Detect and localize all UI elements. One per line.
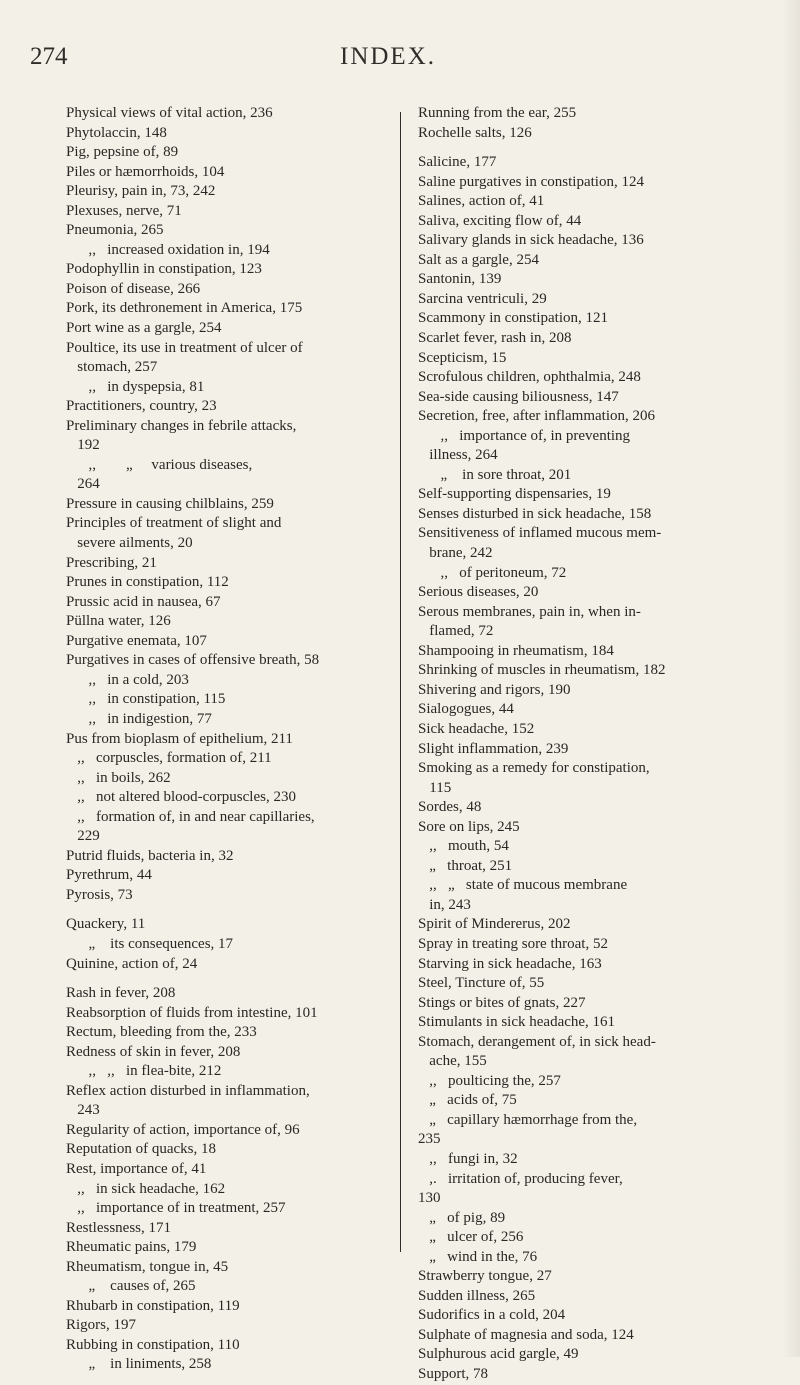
right-index-entry: Serous membranes, pain in, when in- xyxy=(418,603,641,620)
left-index-entry: stomach, 257 xyxy=(66,359,158,376)
left-index-entry: ,, increased oxidation in, 194 xyxy=(66,241,270,258)
right-index-entry: „ of pig, 89 xyxy=(418,1209,506,1226)
right-index-entry: Stings or bites of gnats, 227 xyxy=(418,994,586,1011)
left-index-entry: „ in liniments, 258 xyxy=(66,1356,212,1373)
right-index-entry: ,. irritation of, producing fever, xyxy=(418,1170,623,1187)
left-index-entry: Practitioners, country, 23 xyxy=(66,398,217,415)
right-index-entry: „ ulcer of, 256 xyxy=(418,1229,524,1246)
right-index-entry: Sordes, 48 xyxy=(418,799,482,816)
right-index-entry: „ in sore throat, 201 xyxy=(418,466,572,483)
right-index-entry: Sea-side causing biliousness, 147 xyxy=(418,388,619,405)
left-index-entry: ,, in a cold, 203 xyxy=(66,671,189,688)
left-index-entry: ,, in sick headache, 162 xyxy=(66,1180,226,1197)
right-index-entry: illness, 264 xyxy=(418,447,498,464)
right-index-entry: Shampooing in rheumatism, 184 xyxy=(418,642,614,659)
left-index-entry: Quackery, 11 xyxy=(66,916,146,933)
right-index-entry: Sensitiveness of inflamed mucous mem- xyxy=(418,525,662,542)
right-index-entry: Salicine, 177 xyxy=(418,154,497,171)
left-index-entry: 264 xyxy=(66,476,100,493)
left-index-entry: Püllna water, 126 xyxy=(66,613,171,630)
right-index-entry: Sick headache, 152 xyxy=(418,720,535,737)
left-index-entry: ,, formation of, in and near capillaries, xyxy=(66,808,315,825)
right-index-entry: Scrofulous children, ophthalmia, 248 xyxy=(418,369,641,386)
left-index-entry: Podophyllin in constipation, 123 xyxy=(66,261,262,278)
right-index-entry: Sulphurous acid gargle, 49 xyxy=(418,1346,579,1363)
right-index-entry: 235 xyxy=(418,1131,441,1148)
left-index-entry: Redness of skin in fever, 208 xyxy=(66,1043,241,1060)
right-index-entry: Support, 78 xyxy=(418,1366,489,1382)
running-head: INDEX. xyxy=(340,43,437,70)
left-index-entry: Reputation of quacks, 18 xyxy=(66,1141,216,1158)
left-index-entry: Pneumonia, 265 xyxy=(66,222,164,239)
left-index-entry: 243 xyxy=(66,1102,100,1119)
right-index-entry: Sudorifics in a cold, 204 xyxy=(418,1307,566,1324)
left-index-entry: Pleurisy, pain in, 73, 242 xyxy=(66,183,216,200)
left-index-entry: Pyrosis, 73 xyxy=(66,886,133,903)
left-index-entry: Poison of disease, 266 xyxy=(66,280,201,297)
right-index-entry: ,, fungi in, 32 xyxy=(418,1150,518,1167)
right-index-entry: Stomach, derangement of, in sick head- xyxy=(418,1033,656,1050)
left-index-entry: „ causes of, 265 xyxy=(66,1278,196,1295)
right-index-entry: Spray in treating sore throat, 52 xyxy=(418,935,608,952)
right-index-entry: Smoking as a remedy for constipation, xyxy=(418,760,650,777)
right-index-entry: in, 243 xyxy=(418,896,471,913)
right-index-entry: ,, importance of, in preventing xyxy=(418,427,631,444)
right-index-entry: ache, 155 xyxy=(418,1053,487,1070)
left-index-entry: Pus from bioplasm of epithelium, 211 xyxy=(66,730,293,747)
left-index-entry: Rheumatic pains, 179 xyxy=(66,1239,197,1256)
left-index-entry: Phytolaccin, 148 xyxy=(66,124,167,141)
left-index-entry: Pressure in causing chilblains, 259 xyxy=(66,495,274,512)
left-index-entry: Prussic acid in nausea, 67 xyxy=(66,593,221,610)
left-index-entry: Reflex action disturbed in inflammation, xyxy=(66,1082,310,1099)
right-index-entry: Self-supporting dispensaries, 19 xyxy=(418,486,611,503)
right-index-entry: Rochelle salts, 126 xyxy=(418,124,532,141)
left-index-entry: ,, in indigestion, 77 xyxy=(66,710,212,727)
right-index-entry: Sialogogues, 44 xyxy=(418,701,514,718)
right-index-entry: Scammony in constipation, 121 xyxy=(418,310,608,327)
left-index-entry: Rheumatism, tongue in, 45 xyxy=(66,1258,229,1275)
left-index-entry: ,, in dyspepsia, 81 xyxy=(66,378,205,395)
right-index-entry: 115 xyxy=(418,779,452,796)
left-index-entry: Quinine, action of, 24 xyxy=(66,955,198,972)
left-index-entry: Plexuses, nerve, 71 xyxy=(66,202,182,219)
left-index-entry: Rhubarb in constipation, 119 xyxy=(66,1297,240,1314)
right-index-entry: ,, mouth, 54 xyxy=(418,838,509,855)
left-index-entry: ,, in boils, 262 xyxy=(66,769,171,786)
right-index-entry: Running from the ear, 255 xyxy=(418,105,577,121)
left-index-entry: ,, not altered blood-corpuscles, 230 xyxy=(66,789,296,806)
right-index-entry: Slight inflammation, 239 xyxy=(418,740,569,757)
left-index-entry: Pork, its dethronement in America, 175 xyxy=(66,300,303,317)
right-index-entry: Sudden illness, 265 xyxy=(418,1287,536,1304)
index-column-right xyxy=(418,104,752,1385)
right-index-entry: Scepticism, 15 xyxy=(418,349,507,366)
left-index-entry: Purgatives in cases of offensive breath, 58 xyxy=(66,652,320,669)
left-index-entry: Restlessness, 171 xyxy=(66,1219,171,1236)
right-index-entry: Salt as a gargle, 254 xyxy=(418,251,539,268)
left-index-entry: Principles of treatment of slight and xyxy=(66,515,282,532)
right-index-entry: 130 xyxy=(418,1190,441,1207)
right-index-entry: flamed, 72 xyxy=(418,623,494,640)
right-index-entry: Stimulants in sick headache, 161 xyxy=(418,1014,616,1031)
left-index-entry: severe ailments, 20 xyxy=(66,535,193,552)
right-index-entry: brane, 242 xyxy=(418,545,493,562)
left-index-entry: Port wine as a gargle, 254 xyxy=(66,320,222,337)
left-index-entry: Rest, importance of, 41 xyxy=(66,1160,207,1177)
right-index-entry: Secretion, free, after inflammation, 206 xyxy=(418,408,655,425)
right-index-entry: Saliva, exciting flow of, 44 xyxy=(418,212,582,229)
right-index-entry: Steel, Tincture of, 55 xyxy=(418,975,545,992)
right-index-entry: Senses disturbed in sick headache, 158 xyxy=(418,505,652,522)
left-index-entry: Prescribing, 21 xyxy=(66,554,157,571)
left-index-entry: Rectum, bleeding from the, 233 xyxy=(66,1024,257,1041)
left-index-entry: ,, „ various diseases, xyxy=(66,456,253,473)
left-index-entry: Poultice, its use in treatment of ulcer of xyxy=(66,339,303,356)
index-column-left xyxy=(66,104,390,1375)
right-index-entry: Scarlet fever, rash in, 208 xyxy=(418,330,572,347)
right-index-entry: Sore on lips, 245 xyxy=(418,818,520,835)
right-index-entry: Serious diseases, 20 xyxy=(418,584,539,601)
page-number: 274 xyxy=(30,43,68,70)
left-index-entry: ,, in constipation, 115 xyxy=(66,691,226,708)
left-index-entry: Prunes in constipation, 112 xyxy=(66,574,229,591)
left-index-entry: Purgative enemata, 107 xyxy=(66,632,207,649)
left-index-entry: Preliminary changes in febrile attacks, xyxy=(66,417,297,434)
right-index-entry: „ wind in the, 76 xyxy=(418,1248,538,1265)
right-index-entry: „ acids of, 75 xyxy=(418,1092,517,1109)
right-index-entry: Strawberry tongue, 27 xyxy=(418,1268,552,1285)
left-index-entry: Putrid fluids, bacteria in, 32 xyxy=(66,847,234,864)
left-index-entry: Pyrethrum, 44 xyxy=(66,867,152,884)
left-index-entry: Physical views of vital action, 236 xyxy=(66,105,273,121)
left-index-entry: Regularity of action, importance of, 96 xyxy=(66,1121,300,1138)
right-index-entry: Starving in sick headache, 163 xyxy=(418,955,602,972)
right-index-entry: „ throat, 251 xyxy=(418,857,513,874)
left-index-entry: Rash in fever, 208 xyxy=(66,985,176,1002)
right-index-entry: Shrinking of muscles in rheumatism, 182 xyxy=(418,662,666,679)
right-index-entry: „ capillary hæmorrhage from the, xyxy=(418,1111,638,1128)
left-index-entry: 192 xyxy=(66,437,100,454)
right-index-entry: Salivary glands in sick headache, 136 xyxy=(418,232,644,249)
left-index-entry: ,, ,, in flea-bite, 212 xyxy=(66,1063,222,1080)
page-edge-shadow xyxy=(782,0,800,1357)
right-index-entry: Salines, action of, 41 xyxy=(418,193,545,210)
right-index-entry: Sulphate of magnesia and soda, 124 xyxy=(418,1326,634,1343)
left-index-entry: Piles or hæmorrhoids, 104 xyxy=(66,163,225,180)
right-index-entry: ,, of peritoneum, 72 xyxy=(418,564,567,581)
left-index-entry: ,, importance of in treatment, 257 xyxy=(66,1200,286,1217)
right-index-entry: Santonin, 139 xyxy=(418,271,502,288)
left-index-entry: 229 xyxy=(66,828,100,845)
left-index-entry: ,, corpuscles, formation of, 211 xyxy=(66,750,272,767)
right-index-entry: ,, poulticing the, 257 xyxy=(418,1072,561,1089)
left-index-entry: Rubbing in constipation, 110 xyxy=(66,1336,240,1353)
left-index-entry: Rigors, 197 xyxy=(66,1317,137,1334)
right-index-entry: Saline purgatives in constipation, 124 xyxy=(418,173,644,190)
left-index-entry: Pig, pepsine of, 89 xyxy=(66,144,179,161)
left-index-entry: „ its consequences, 17 xyxy=(66,935,234,952)
right-index-entry: Shivering and rigors, 190 xyxy=(418,681,571,698)
right-index-entry: Sarcina ventriculi, 29 xyxy=(418,290,547,307)
column-rule xyxy=(400,112,401,1252)
right-index-entry: Spirit of Mindererus, 202 xyxy=(418,916,571,933)
right-index-entry: ,, „ state of mucous membrane xyxy=(418,877,628,894)
left-index-entry: Reabsorption of fluids from intestine, 101 xyxy=(66,1004,318,1021)
